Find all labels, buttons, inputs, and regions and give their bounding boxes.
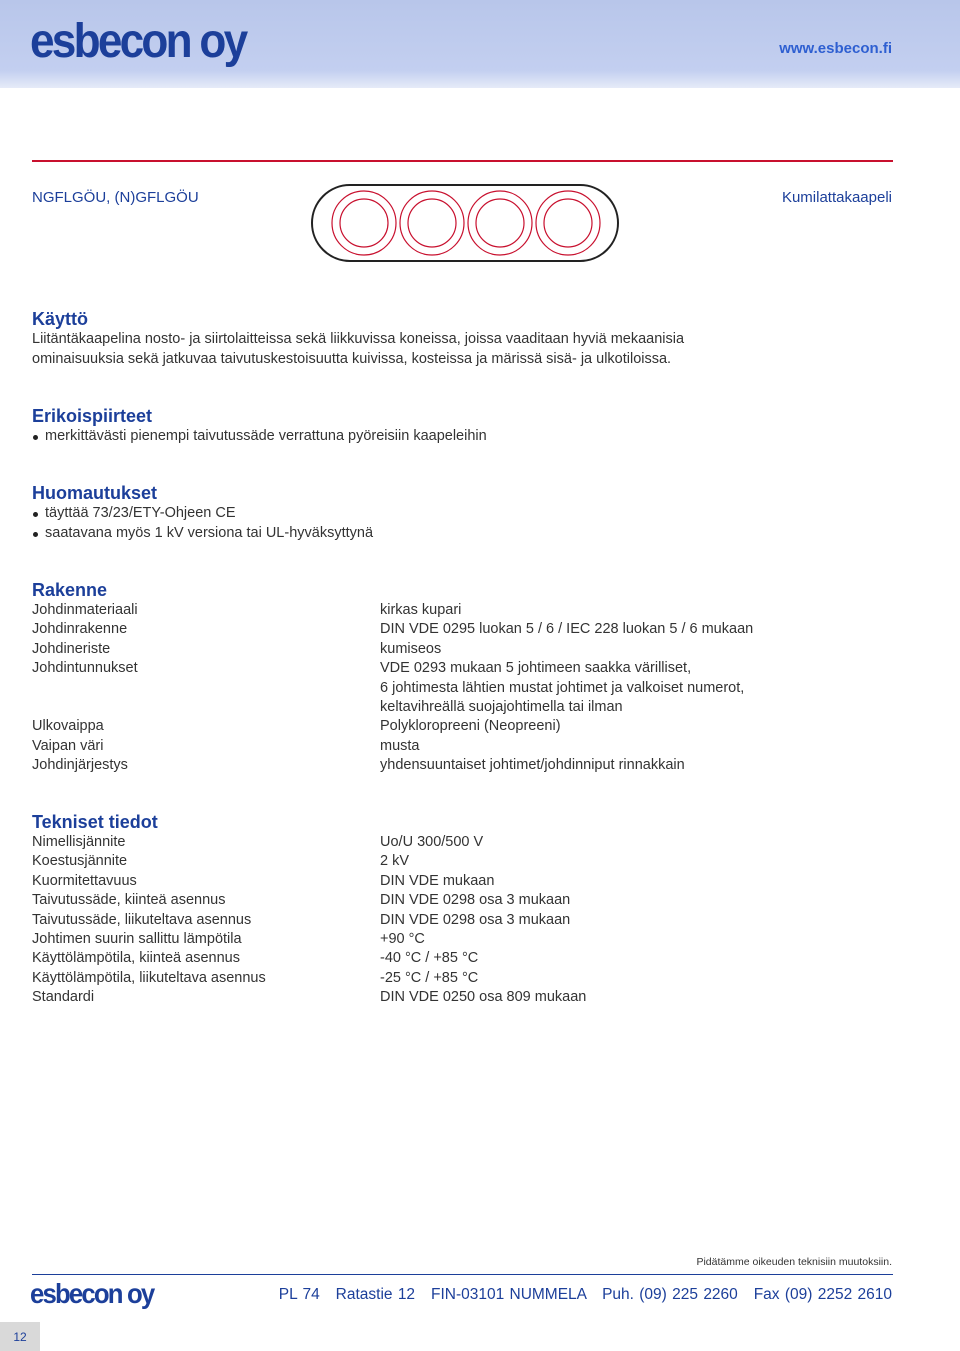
table-row: [32, 601, 912, 620]
table-row: [32, 949, 912, 968]
spec-value: DIN VDE mukaan: [380, 872, 495, 889]
flat-cable-cross-section-icon: [310, 183, 620, 263]
table-row: [32, 988, 912, 1007]
spec-value: DIN VDE 0298 osa 3 mukaan: [380, 892, 571, 909]
footer-logo: esbecon oy: [30, 1278, 154, 1309]
footer-divider: [32, 1274, 893, 1275]
spec-label: Johdinrakenne: [32, 621, 128, 638]
footer-address: PL 74 Ratastie 12 FIN-03101 NUMMELA Puh. (09) 225 2260 Fax (09) 2252 2610: [278, 1286, 892, 1303]
spec-value: kirkas kupari: [380, 602, 462, 618]
product-code: NGFLGÖU, (N)GFLGÖU: [32, 189, 199, 206]
rakenne-table: [32, 601, 912, 776]
footer-disclaimer: Pidätämme oikeuden teknisiin muutoksiin.: [696, 1256, 892, 1268]
table-row: [32, 756, 912, 775]
table-row: [32, 911, 912, 930]
spec-label: Kuormitettavuus: [32, 872, 137, 889]
erikoispiirteet-list: [32, 427, 912, 447]
spec-value: VDE 0293 mukaan 5 johtimeen saakka värilliset,: [380, 660, 692, 677]
table-row: [32, 969, 912, 988]
spec-label: [32, 698, 380, 717]
product-type: Kumilattakaapeli: [781, 189, 892, 206]
spec-value: DIN VDE 0250 osa 809 mukaan: [380, 989, 587, 1006]
page-number: 12: [13, 1330, 27, 1344]
spec-label: Koestusjännite: [32, 853, 128, 870]
list-item: saatavana myös 1 kV versiona tai UL-hyväksyttynä: [32, 524, 912, 544]
table-row: [32, 620, 912, 639]
kaytto-line: ominaisuuksia sekä jatkuvaa taivutuskestoisuutta kuivissa, kosteissa ja märissä sisä- ja ulkotiloissa.: [32, 350, 672, 367]
spec-label: Nimellisjännite: [32, 834, 126, 850]
huomautukset-list: [32, 504, 912, 543]
spec-value: +90 °C: [380, 931, 425, 948]
spec-label: Käyttölämpötila, liikuteltava asennus: [32, 969, 266, 986]
spec-value: -25 °C / +85 °C: [380, 969, 479, 986]
table-row: [32, 872, 912, 891]
spec-value: musta: [380, 737, 420, 754]
spec-label: Ulkovaippa: [32, 718, 104, 735]
section-title-huomautukset: Huomautukset: [32, 483, 158, 503]
spec-label: Taivutussäde, liikuteltava asennus: [32, 911, 252, 928]
table-row: [32, 891, 912, 910]
table-row: [32, 852, 912, 871]
spec-label: Johdineriste: [32, 640, 111, 657]
spec-value: yhdensuuntaiset johtimet/johdinniput rinnakkain: [380, 757, 685, 774]
spec-label: Vaipan väri: [32, 737, 104, 754]
section-title-kaytto: Käyttö: [32, 309, 89, 329]
table-row: [32, 698, 912, 717]
spec-label: Standardi: [32, 989, 95, 1006]
header-divider: [32, 160, 893, 162]
spec-label: [32, 679, 380, 698]
table-row: [32, 930, 912, 949]
table-row: [32, 679, 912, 698]
spec-label: Taivutussäde, kiinteä asennus: [32, 892, 226, 909]
table-row: [32, 640, 912, 659]
table-row: [32, 717, 912, 736]
spec-value: Uo/U 300/500 V: [380, 834, 484, 850]
kaytto-line: Liitäntäkaapelina nosto- ja siirtolaitteissa sekä liikkuvissa koneissa, joissa vaaditaan hyviä mekaanisia: [32, 331, 685, 347]
list-item: täyttää 73/23/ETY-Ohjeen CE: [32, 504, 912, 524]
spec-label: Johtimen suurin sallittu lämpötila: [32, 931, 242, 948]
spec-value: Polykloropreeni (Neopreeni): [380, 718, 561, 735]
spec-value: kumiseos: [380, 640, 442, 657]
spec-value: 6 johtimesta lähtien mustat johtimet ja valkoiset numerot,: [380, 679, 745, 696]
website-url[interactable]: www.esbecon.fi: [779, 40, 892, 57]
table-row: [32, 737, 912, 756]
spec-value: keltavihreällä suojajohtimella tai ilman: [380, 699, 623, 716]
section-title-rakenne: Rakenne: [32, 580, 108, 600]
kaytto-text: [32, 330, 912, 369]
esbecon-logo: esbecon oy: [30, 15, 246, 68]
spec-label: Käyttölämpötila, kiinteä asennus: [32, 950, 240, 967]
spec-label: Johdinjärjestys: [32, 757, 128, 774]
list-item: merkittävästi pienempi taivutussäde verrattuna pyöreisiin kaapeleihin: [32, 427, 912, 447]
table-row: [32, 833, 912, 852]
section-title-erikoispiirteet: Erikoispiirteet: [32, 406, 153, 426]
tekniset-table: [32, 833, 912, 1008]
spec-value: 2 kV: [380, 853, 410, 870]
spec-value: -40 °C / +85 °C: [380, 950, 479, 967]
spec-value: DIN VDE 0298 osa 3 mukaan: [380, 911, 571, 928]
section-title-tekniset-tiedot: Tekniset tiedot: [32, 812, 158, 832]
table-row: [32, 659, 912, 678]
spec-label: Johdinmateriaali: [32, 602, 138, 618]
spec-value: DIN VDE 0295 luokan 5 / 6 / IEC 228 luokan 5 / 6 mukaan: [380, 621, 754, 638]
spec-label: Johdintunnukset: [32, 660, 138, 677]
